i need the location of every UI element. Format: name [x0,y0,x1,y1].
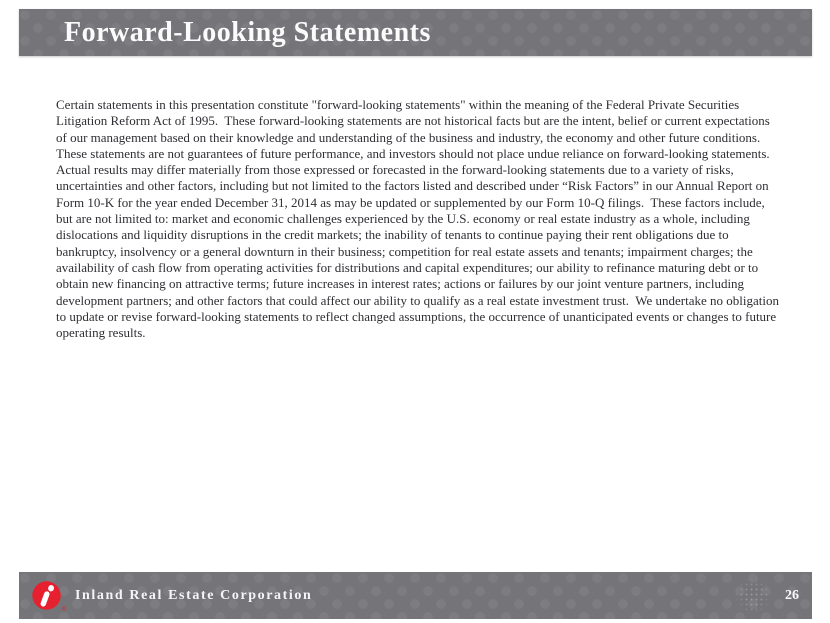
title-bar [19,9,812,56]
company-name: Inland Real Estate Corporation [75,587,313,603]
inland-logo-icon [31,580,66,613]
forward-looking-disclaimer-paragraph: Certain statements in this presentation constitute "forward-looking statements" within the meaning of the Federal Private Securities Litigation Reform Act of 1995. These forward-looking statements are not historical facts but are the intent, belief or current expectations of our management based on their knowledge and understanding of the business and industry, the economy and other future conditions. These statements are not guarantees of future performance, and investors should not place undue reliance on forward-looking statements. Actual results may differ materially from those expressed or forecasted in the forward-looking statements due to a variety of risks, uncertainties and other factors, including but not limited to the factors listed and described under “Risk Factors” in our Annual Report on Form 10-K for the year ended December 31, 2014 as may be updated or supplemented by our Form 10-Q filings. These factors include, but are not limited to: market and economic challenges experienced by the U.S. economy or real estate industry as a whole, including dislocations and liquidity disruptions in the credit markets; the inability of tenants to continue paying their rent obligations due to bankruptcy, insolvency or a general downturn in their business; competition for real estate assets and tenants; impairment charges; the availability of cash flow from operating activities for distributions and capital expenditures; our ability to refinance maturing debt or to obtain new financing on attractive terms; future increases in interest rates; actions or failures by our joint venture partners, including development partners; and other factors that could affect our ability to qualify as a real estate investment trust. We undertake no obligation to update or revise forward-looking statements to reflect changed assumptions, the occurrence of unanticipated events or changes to future operating results. [56,97,783,341]
registered-trademark: ® [61,607,66,613]
slide-body [56,97,783,341]
page-title: Forward-Looking Statements [64,16,431,48]
page-number: 26 [785,587,799,603]
footer-bar [19,572,812,619]
